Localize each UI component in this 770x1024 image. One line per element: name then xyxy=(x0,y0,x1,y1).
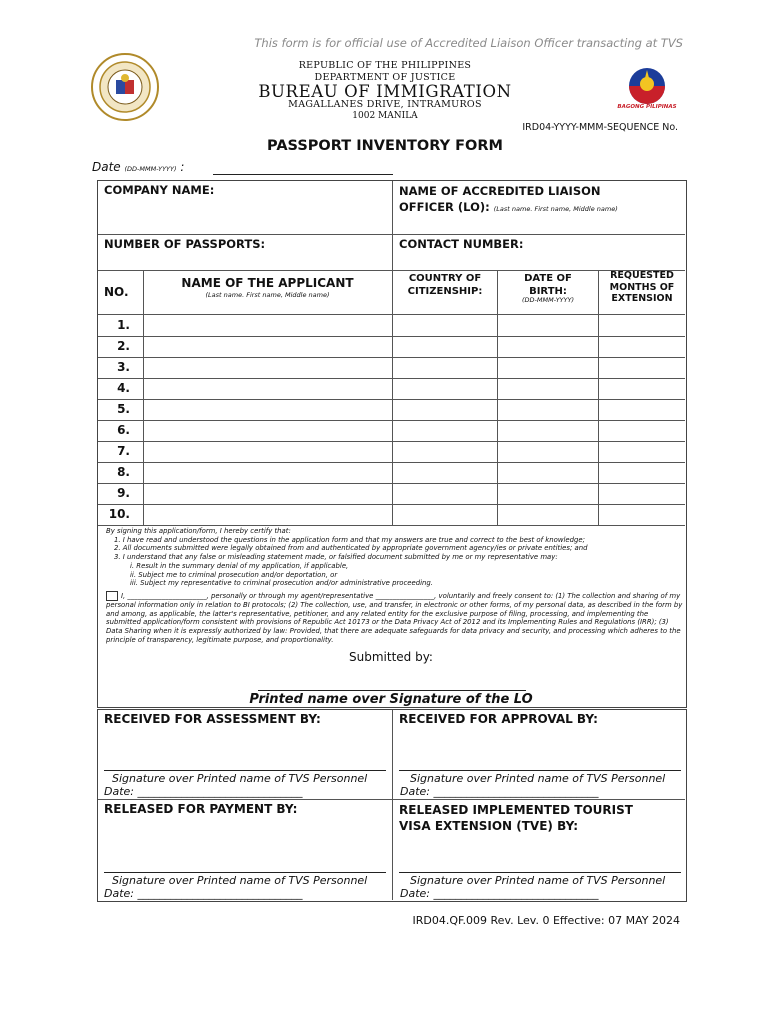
table-row[interactable] xyxy=(98,504,685,525)
col-dob-hint: (DD-MMM-YYYY) xyxy=(521,296,574,304)
certification-item-3: 3. I understand that any false or misleading statement made, or falsified document submitted by me or my representative may: xyxy=(114,553,558,562)
row-number: 5. xyxy=(117,402,130,416)
assessment-date-field[interactable]: Date: ______________________________ xyxy=(104,785,303,798)
date-label xyxy=(92,160,184,174)
company-name-label: COMPANY NAME: xyxy=(104,183,215,197)
certification-subitem-3: iii. Subject my representative to criminal prosecution and/or administrative proceeding. xyxy=(130,579,433,588)
table-row[interactable] xyxy=(98,315,685,336)
row-number: 10. xyxy=(108,507,130,521)
col-country-header xyxy=(393,272,497,298)
lo-label-line1: NAME OF ACCREDITED LIAISON xyxy=(399,184,601,198)
certification-item-1: 1. I have read and understood the questions in the application form and that my answers are true and correct to the best of knowledge; xyxy=(114,535,585,544)
col-dob-line2: BIRTH: xyxy=(529,286,567,297)
tve-signature-line[interactable] xyxy=(399,872,681,873)
released-payment-label: RELEASED FOR PAYMENT BY: xyxy=(104,802,298,816)
certification-intro: By signing this application/form, I hereby certify that: xyxy=(106,527,291,535)
date-colon: : xyxy=(180,160,185,174)
table-row[interactable] xyxy=(98,462,685,483)
payment-signature-line[interactable] xyxy=(104,872,386,873)
approval-signature-caption: Signature over Printed name of TVS Personnel xyxy=(410,772,666,785)
consent-paragraph xyxy=(106,591,684,645)
table-row[interactable] xyxy=(98,399,685,420)
form-title: PASSPORT INVENTORY FORM xyxy=(267,138,503,154)
consent-checkbox[interactable] xyxy=(106,591,118,601)
lo-name-label xyxy=(399,183,684,217)
received-assessment-label: RECEIVED FOR ASSESSMENT BY: xyxy=(104,712,321,726)
col-extension-header xyxy=(599,270,685,305)
assessment-signature-caption: Signature over Printed name of TVS Personnel xyxy=(112,772,368,785)
col-applicant-hint: (Last name. First name, Middle name) xyxy=(205,291,330,299)
payment-date-field[interactable]: Date: ______________________________ xyxy=(104,887,303,900)
row-number: 1. xyxy=(117,318,130,332)
released-tve-line1: RELEASED IMPLEMENTED TOURIST xyxy=(399,803,633,817)
table-row[interactable] xyxy=(98,483,685,504)
lo-signature-line[interactable] xyxy=(258,690,526,691)
row-number: 3. xyxy=(117,360,130,374)
header-address: MAGALLANES DRIVE, INTRAMUROS xyxy=(288,99,482,110)
col-country-line1: COUNTRY OF xyxy=(408,273,482,284)
table-row[interactable] xyxy=(98,420,685,441)
certification-subitem-1: i. Result in the summary denial of my application, if applicable, xyxy=(130,561,349,570)
released-tve-line2: VISA EXTENSION (TVE) BY: xyxy=(399,819,579,833)
row-number: 9. xyxy=(117,486,130,500)
col-no-header: NO. xyxy=(104,285,129,299)
col-ext-line3: EXTENSION xyxy=(611,293,673,304)
certification-item-2: 2. All documents submitted were legally obtained from and authenticated by appropriate government agency/ies or private entities; and xyxy=(114,544,588,553)
row-number: 8. xyxy=(117,465,130,479)
consent-rest: to: (1) The collection and sharing of my personal information only in relation to BI protocols; (2) The collection, use, and transfer, in electronic or other forms, of my personal data, as described in the form by and among, as applicable, the latter's representative, petitioner, and any related entity for the exclusive purpose of filing, processing, and implementing the submitted application/form consistent with provisions of Republic Act 10173 or the Data Privacy Act of 2012 and its Implementing Rules and Regulations (IRR); (3) Data Sharing when it is expressly authorized by law: Provided, that there are adequate safeguards for data privacy and security, and processing which adheres to the principle of transparency, legitimate purpose, and proportionality. xyxy=(106,591,683,644)
approval-date-field[interactable]: Date: ______________________________ xyxy=(400,785,599,798)
released-tve-label xyxy=(399,802,633,834)
reference-number: IRD04-YYYY-MMM-SEQUENCE No. xyxy=(522,122,678,133)
header-agency: BUREAU OF IMMIGRATION xyxy=(258,82,512,101)
row-number: 6. xyxy=(117,423,130,437)
header-city: 1002 MANILA xyxy=(352,111,418,121)
row-number: 4. xyxy=(117,381,130,395)
row-number: 2. xyxy=(117,339,130,353)
consent-line1: I, _______________________, personally or through my agent/representative _________________, voluntarily and freely consent xyxy=(121,591,542,600)
col-dob-header xyxy=(498,272,598,298)
col-dob-line1: DATE OF xyxy=(524,273,572,284)
lo-signature-caption: Printed name over Signature of the LO xyxy=(249,692,533,707)
lo-name-hint: (Last name. First name, Middle name) xyxy=(493,205,618,213)
table-row[interactable] xyxy=(98,378,685,399)
submitted-by-label: Submitted by: xyxy=(349,650,433,664)
received-approval-label: RECEIVED FOR APPROVAL BY: xyxy=(399,712,598,726)
header-department: DEPARTMENT OF JUSTICE xyxy=(314,72,456,83)
approval-signature-line[interactable] xyxy=(399,770,681,771)
col-applicant-header: NAME OF THE APPLICANT xyxy=(181,276,354,290)
tve-date-field[interactable]: Date: ______________________________ xyxy=(400,887,599,900)
date-format: (DD-MMM-YYYY) xyxy=(124,165,177,173)
assessment-signature-line[interactable] xyxy=(104,770,386,771)
table-row[interactable] xyxy=(98,336,685,357)
form-footer: IRD04.QF.009 Rev. Lev. 0 Effective: 07 MAY 2024 xyxy=(412,914,680,927)
lo-label-line2: OFFICER (LO): xyxy=(399,200,490,214)
date-field[interactable] xyxy=(213,174,393,175)
col-ext-line2: MONTHS OF xyxy=(609,281,675,293)
number-of-passports-label: NUMBER OF PASSPORTS: xyxy=(104,237,266,251)
date-label-text: Date xyxy=(92,160,121,174)
bagong-pilipinas-text: BAGONG PILIPINAS xyxy=(617,104,677,110)
tve-signature-caption: Signature over Printed name of TVS Personnel xyxy=(410,874,666,887)
col-ext-line1: REQUESTED xyxy=(610,270,674,281)
table-row[interactable] xyxy=(98,357,685,378)
col-country-line2: CITIZENSHIP: xyxy=(407,286,483,297)
table-bottom-line xyxy=(98,525,685,526)
contact-number-label: CONTACT NUMBER: xyxy=(399,237,524,251)
bagong-pilipinas-logo-icon xyxy=(615,66,679,116)
certification-block xyxy=(106,527,684,644)
official-use-note: This form is for official use of Accredited Liaison Officer transacting at TVS xyxy=(254,36,683,50)
payment-signature-caption: Signature over Printed name of TVS Personnel xyxy=(112,874,368,887)
header-republic: REPUBLIC OF THE PHILIPPINES xyxy=(298,60,472,71)
table-row[interactable] xyxy=(98,441,685,462)
company-name-field[interactable] xyxy=(104,200,384,230)
certification-subitem-2: ii. Subject me to criminal prosecution and/or deportation, or xyxy=(130,570,338,579)
row-number: 7. xyxy=(117,444,130,458)
